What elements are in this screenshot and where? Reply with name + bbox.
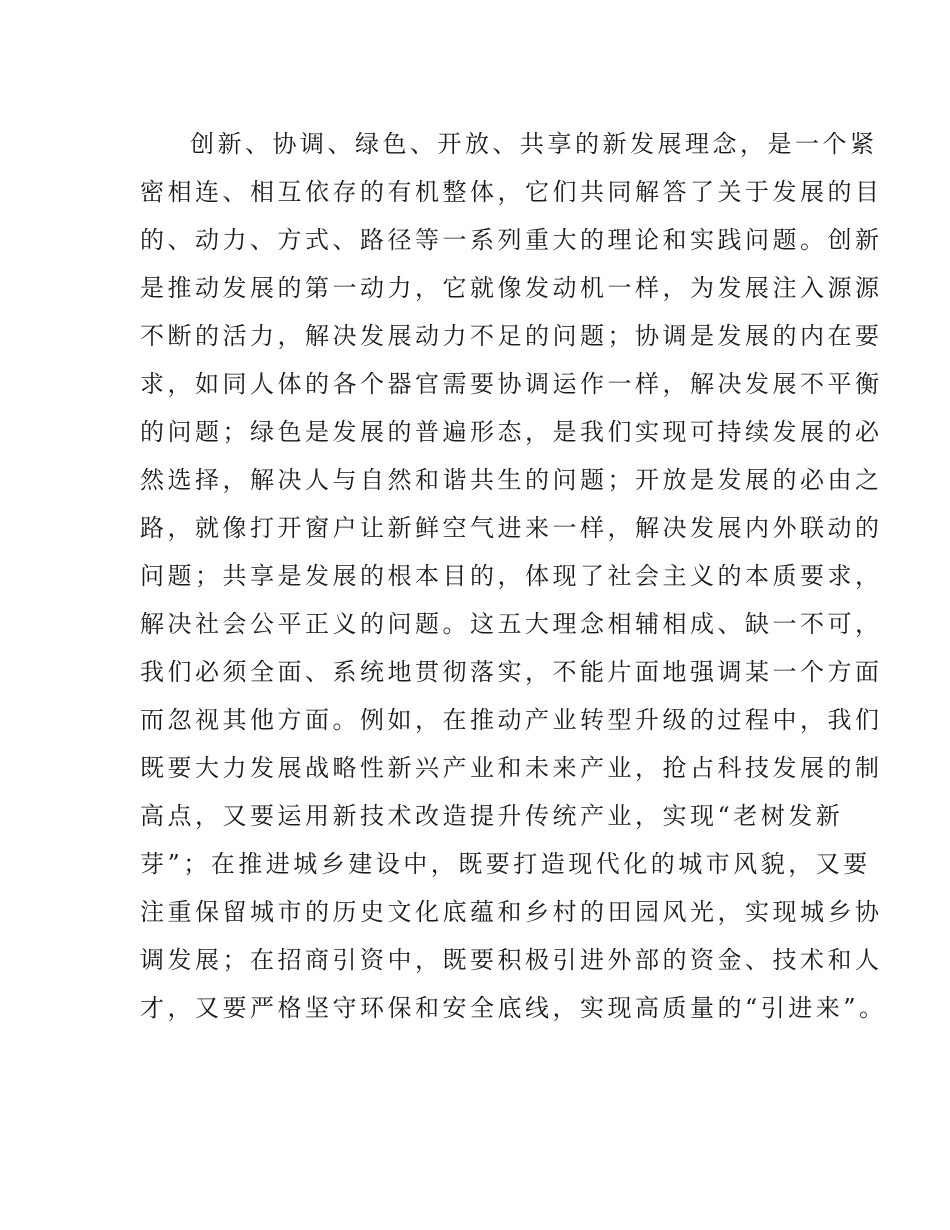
text-line: 创新、协调、绿色、开放、共享的新发展理念，是一个紧 bbox=[190, 130, 878, 158]
text-line: 路，就像打开窗户让新鲜空气进来一样，解决发展内外联动的 bbox=[140, 514, 883, 542]
text-line: 密相连、相互依存的有机整体，它们共同解答了关于发展的目 bbox=[140, 178, 883, 206]
text-line: 既要大力发展战略性新兴产业和未来产业，抢占科技发展的制 bbox=[140, 754, 883, 782]
text-line: 解决社会公平正义的问题。这五大理念相辅相成、缺一不可， bbox=[140, 610, 883, 638]
text-line: 不断的活力，解决发展动力不足的问题；协调是发展的内在要 bbox=[140, 322, 883, 350]
text-line: 问题；共享是发展的根本目的，体现了社会主义的本质要求， bbox=[140, 562, 883, 590]
text-line: 求，如同人体的各个器官需要协调运作一样，解决发展不平衡 bbox=[140, 370, 883, 398]
text-line: 高点，又要运用新技术改造提升传统产业，实现“老树发新 bbox=[140, 802, 844, 830]
text-line: 是推动发展的第一动力，它就像发动机一样，为发展注入源源 bbox=[140, 274, 883, 302]
text-line: 才，又要严格坚守环保和安全底线，实现高质量的“引进来”。 bbox=[140, 994, 887, 1022]
text-line: 芽”；在推进城乡建设中，既要打造现代化的城市风貌，又要 bbox=[140, 850, 871, 878]
text-line: 注重保留城市的历史文化底蕴和乡村的田园风光，实现城乡协 bbox=[140, 898, 883, 926]
text-line: 而忽视其他方面。例如，在推动产业转型升级的过程中，我们 bbox=[140, 706, 883, 734]
text-line: 调发展；在招商引资中，既要积极引进外部的资金、技术和人 bbox=[140, 946, 883, 974]
paragraph bbox=[140, 120, 887, 1032]
text-line: 然选择，解决人与自然和谐共生的问题；开放是发展的必由之 bbox=[140, 466, 883, 494]
text-line: 的问题；绿色是发展的普遍形态，是我们实现可持续发展的必 bbox=[140, 418, 883, 446]
text-line: 的、动力、方式、路径等一系列重大的理论和实践问题。创新 bbox=[140, 226, 883, 254]
text-line: 我们必须全面、系统地贯彻落实，不能片面地强调某一个方面 bbox=[140, 658, 883, 686]
